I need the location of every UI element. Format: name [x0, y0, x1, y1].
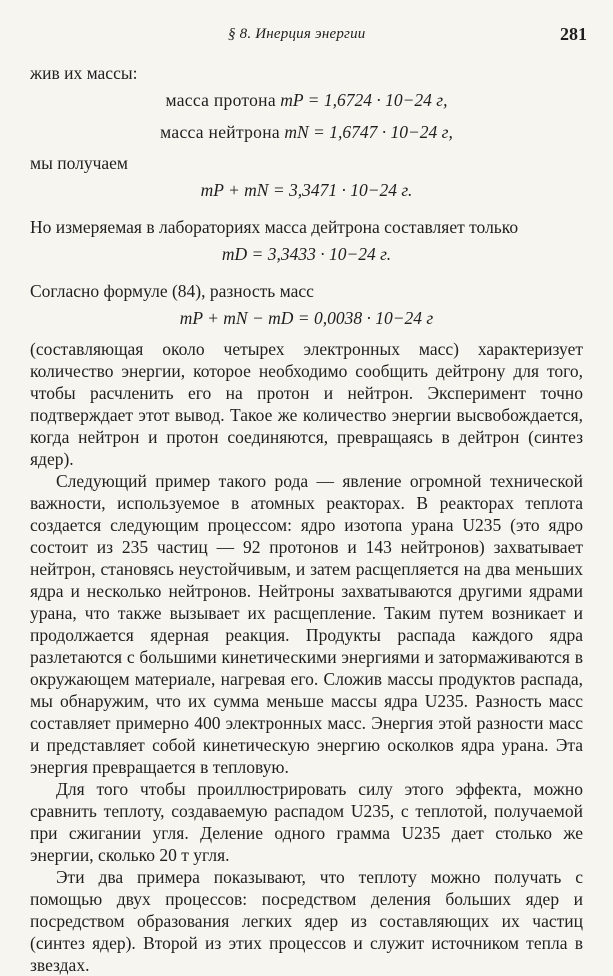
formula-deuteron-mass	[30, 242, 583, 266]
formula-neutron-mass	[30, 120, 583, 144]
paragraph-we-get: мы получаем	[30, 153, 128, 173]
paragraph-intro: жив их массы:	[30, 63, 138, 83]
page-header	[0, 22, 613, 50]
paragraph-coal-comparison: Для того чтобы проиллюстрировать силу этого эффекта, можно сравнить теплоту, создаваемую распадом U235, с теплотой, получаемой при сжигании угля. Деление одного грамма U235 дает столько же энергии, сколько 20 т угля.	[30, 779, 583, 865]
paragraph-formula-84: Согласно формуле (84), разность масс	[30, 281, 314, 301]
formula-sum-mass	[30, 178, 583, 202]
running-title: § 8. Инерция энергии	[228, 26, 366, 42]
paragraph-reactor: Следующий пример такого рода — явление огромной технической важности, используемое в атомных реакторах. В реакторах теплота создается следующим процессом: ядро изотопа урана U235 (это ядро состоит из 235 частиц — 92 протонов и 143 нейтронов) захватывает нейтрон, становясь неустойчивым, и затем расщепляется на два меньших ядра и несколько нейтронов. Нейтроны захватываются другими ядрами урана, что также вызывает их расщепление. Таким путем возникает и продолжается ядерная реакция. Продукты распада каждого ядра разлетаются с большими кинетическими энергиями и затормаживаются в окружающем материале, нагревая его. Сложив массы продуктов распада, мы обнаружим, что их сумма меньше массы ядра U235. Разность масс составляет примерно 400 электронных масс. Энергия этой разности масс и представляет собой кинетическую энергию осколков ядра урана. Эта энергия превращается в тепловую.	[30, 471, 583, 777]
formula-neutron-expr: mN = 1,6747 · 10−24 г,	[284, 122, 453, 142]
formula-sum-expr: mP + mN = 3,3471 · 10−24 г.	[200, 180, 413, 200]
page-number: 281	[560, 24, 587, 44]
formula-neutron-label: масса нейтрона	[160, 122, 280, 142]
formula-proton-expr: mP = 1,6724 · 10−24 г,	[280, 90, 448, 110]
formula-proton-label: масса протона	[165, 90, 276, 110]
paragraph-binding-energy: (составляющая около четырех электронных масс) характеризует количество энергии, которое необходимо сообщить дейтрону для того, чтобы расчленить его на протон и нейтрон. Эксперимент точно подтверждает этот вывод. Такое же количество энергии высвобождается, когда нейтрон и протон соединяются, превращаясь в дейтрон (синтез ядер).	[30, 339, 583, 469]
formula-difference-expr: mP + mN − mD = 0,0038 · 10−24 г	[179, 308, 434, 328]
paragraph-conclusion: Эти два примера показывают, что теплоту можно получать с помощью двух процессов: посредством деления больших ядер и посредством образования легких ядер из составляющих их частиц (синтез ядер). Второй из этих процессов и служит источником тепла в звездах.	[30, 867, 583, 975]
paragraph-deuteron: Но измеряемая в лабораториях масса дейтрона составляет только	[30, 217, 519, 237]
formula-mass-difference	[30, 306, 583, 330]
page-body	[30, 62, 583, 976]
formula-deuteron-expr: mD = 3,3433 · 10−24 г.	[221, 244, 392, 264]
formula-proton-mass	[30, 88, 583, 112]
